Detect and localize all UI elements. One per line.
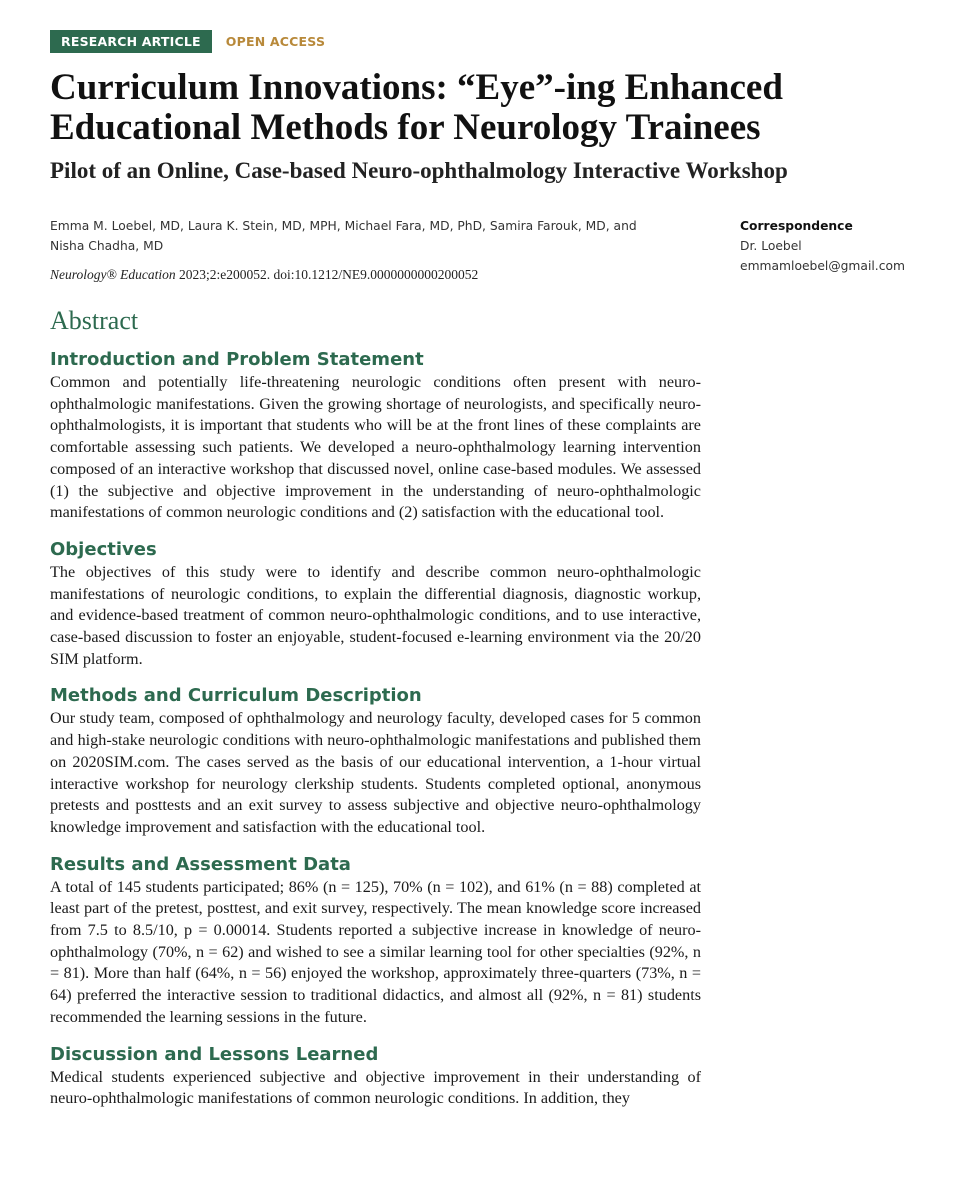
section-text: A total of 145 students participated; 86% (n = 125), 70% (n = 102), and 61% (n = 88) completed at least part of the pretest, posttest, and exit survey, respectively. The mean knowledge score increased from 7.5 to 8.5/10, p = 0.00014. Students reported a subjective increase in knowledge of neuro-ophthalmology (70%, n = 62) and wished to see a similar learning tool for other specialties (92%, n = 81). More than half (64%, n = 56) enjoyed the workshop, approximately three-quarters (73%, n = 64) preferred the interactive session to traditional didactics, and almost all (92%, n = 81) students recommended the learning sessions in the future. — [50, 877, 701, 1026]
section-heading: Objectives — [50, 538, 157, 560]
section-methods — [50, 684, 701, 838]
section-introduction — [50, 348, 701, 524]
section-heading: Introduction and Problem Statement — [50, 349, 424, 370]
author-list: Emma M. Loebel, MD, Laura K. Stein, MD, MPH, Michael Fara, MD, PhD, Samira Farouk, MD, and Nisha Chadha, MD — [50, 219, 637, 253]
research-article-badge: RESEARCH ARTICLE — [50, 30, 212, 53]
section-heading: Discussion and Lessons Learned — [50, 1043, 379, 1065]
abstract-heading: Abstract — [50, 306, 139, 335]
section-text: Medical students experienced subjective and objective improvement in their understanding of neuro-ophthalmologic manifestations of common neurologic conditions. In addition, they — [50, 1067, 701, 1108]
citation-line — [50, 267, 478, 283]
section-text: Common and potentially life-threatening neurologic conditions often present with neuro-ophthalmologic manifestations. Given the growing shortage of neurologists, and specifically neuro-ophthalmologists, it is important that students who will be at the front lines of these complaints are comfortable assessing such patients. We developed a neuro-ophthalmology learning intervention composed of an interactive workshop that discussed novel, online case-based modules. We assessed (1) the subjective and objective improvement in the understanding of neuro-ophthalmologic manifestations of common neurologic conditions and (2) satisfaction with the educational tool. — [50, 373, 701, 522]
correspondence-name: Dr. Loebel — [740, 239, 802, 253]
section-text: Our study team, composed of ophthalmology and neurology faculty, developed cases for 5 common and high-stake neurologic conditions with neuro-ophthalmologic manifestations and published them on 2020SIM.com. The cases served as the basis of our educational intervention, a 1-hour virtual interactive workshop for neurology clerkship students. Students completed optional, anonymous pretests and posttests and an exit survey to assess subjective and objective neuro-ophthalmology knowledge improvement and satisfaction with the educational tool. — [50, 709, 701, 836]
correspondence-heading: Correspondence — [740, 219, 853, 233]
section-text: The objectives of this study were to identify and describe common neuro-ophthalmologic manifestations of neurologic conditions, to explain the differential diagnosis, diagnostic workup, and evidence-based treatment of common neuro-ophthalmologic conditions, and to use interactive, case-based discussion to foster an enjoyable, student-focused e-learning environment via the 20/20 SIM platform. — [50, 562, 701, 668]
section-heading: Results and Assessment Data — [50, 853, 351, 875]
article-title: Curriculum Innovations: “Eye”-ing Enhanced Educational Methods for Neurology Trainees — [50, 67, 783, 148]
section-objectives — [50, 538, 701, 671]
correspondence-email[interactable]: emmamloebel@gmail.com — [740, 259, 905, 273]
section-heading: Methods and Curriculum Description — [50, 685, 422, 707]
section-discussion — [50, 1043, 701, 1110]
article-badges — [50, 30, 325, 53]
section-results — [50, 853, 701, 1029]
correspondence-block — [740, 216, 960, 276]
journal-name: Neurology® Education — [50, 267, 176, 282]
abstract-body — [50, 348, 701, 1124]
open-access-label: OPEN ACCESS — [225, 34, 326, 49]
article-subtitle: Pilot of an Online, Case-based Neuro-ophthalmology Interactive Workshop — [50, 158, 788, 183]
citation-details: 2023;2:e200052. doi:10.1212/NE9.0000000000200052 — [175, 267, 479, 282]
